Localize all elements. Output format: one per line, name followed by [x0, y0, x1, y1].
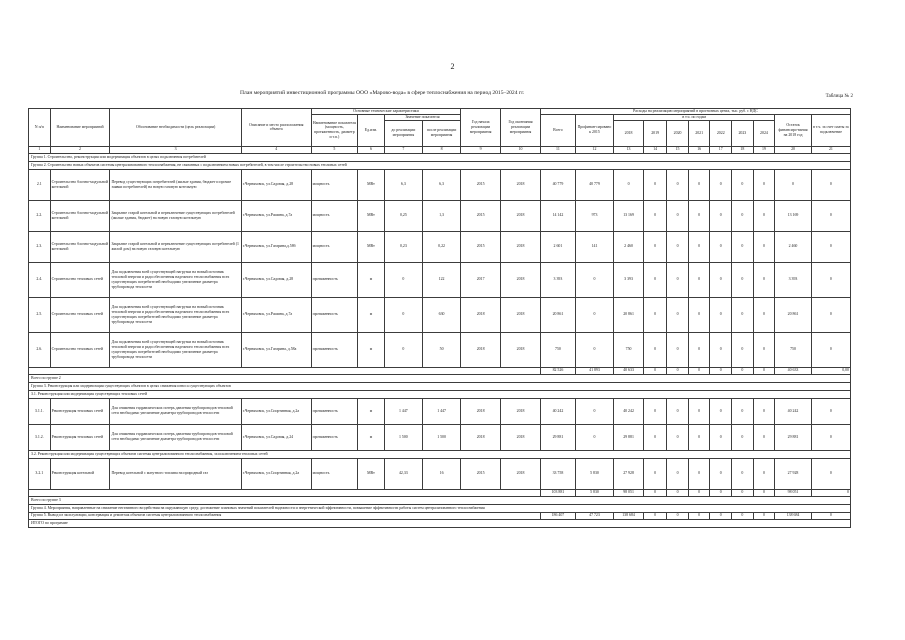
measure-name: Строительство тепловых сетей — [50, 332, 110, 367]
cost-connection-fee: 0 — [811, 489, 850, 496]
header-tech-param: Наименование показателя (мощность, протяженность, диаметр и т.п.) — [311, 114, 358, 146]
cost-year: 0 — [710, 458, 732, 489]
row-number: 3.1.1. — [29, 398, 51, 424]
group-heading: Группа 1. Строительство, реконструкция или модернизация объектов в целях подключения потребителей — [29, 153, 851, 161]
value-before: 0,23 — [384, 231, 422, 262]
cost-total: 29 881 — [540, 424, 575, 450]
cost-year: 0 — [667, 367, 689, 374]
header-financed: Профинан-сировано к 2015 — [575, 114, 613, 146]
cost-year: 0 — [732, 398, 754, 424]
row-number: 2.4. — [29, 262, 51, 297]
investment-program-table — [28, 108, 851, 528]
header-location: Описание и место расположения объекта — [241, 109, 311, 147]
cost-connection-fee: 0 — [811, 512, 850, 519]
measure-location: г.Черняховск, ул.Гагарина, д.58а — [241, 332, 311, 367]
cost-year: 0 — [644, 424, 667, 450]
cost-year: 0 — [753, 262, 775, 297]
cost-year: 0 — [667, 458, 689, 489]
cost-year: 0 — [732, 458, 754, 489]
value-after: 50 — [422, 332, 460, 367]
table-row — [29, 424, 851, 450]
subtotal-row — [29, 367, 851, 374]
cost-year: 0 — [710, 367, 732, 374]
group-heading: Группа 5. Вывод из эксплуатации, консервация и демонтаж объектов системы централизованного теплоснабжения — [29, 512, 541, 519]
end-year: 2018 — [501, 458, 541, 489]
table-row — [29, 200, 851, 231]
cost-year: 0 — [688, 297, 710, 332]
start-year: 2015 — [461, 200, 501, 231]
cost-year: 0 — [667, 262, 689, 297]
value-after: 630 — [422, 297, 460, 332]
cost-financed: 0 — [575, 398, 613, 424]
header-costs-group: Расходы на реализацию мероприятий в прогнозных ценах, тыс. руб. с НДС — [540, 109, 850, 115]
cost-connection-fee: 0 — [811, 424, 850, 450]
cost-financed: 0 — [575, 424, 613, 450]
empty-cell — [29, 367, 541, 374]
measure-justification: Для снижения гидравлических потерь давления трубопроводов тепловой сети необходимо увеличение диаметра трубопроводов теплосети — [110, 424, 241, 450]
measure-justification: Перевод котельной с мазутного топлива на природный газ — [110, 458, 241, 489]
cost-year: 0 — [667, 489, 689, 496]
cost-year: 0 — [644, 200, 667, 231]
cost-year: 27 928 — [614, 458, 644, 489]
header-year: 2022 — [710, 120, 732, 146]
table-row — [29, 169, 851, 200]
header-end-year: Год окончания реализации мероприятия — [501, 109, 541, 147]
header-year: 2018 — [614, 120, 644, 146]
measure-name: Строительство тепловых сетей — [50, 297, 110, 332]
cost-year: 0 — [753, 512, 775, 519]
cost-year: 98 051 — [614, 489, 644, 496]
header-tech-group: Основные технические характеристики — [311, 109, 461, 115]
cost-year: 0 — [688, 398, 710, 424]
cost-year: 0 — [667, 297, 689, 332]
cost-year: 0 — [667, 424, 689, 450]
tech-parameter: протяженность — [311, 297, 358, 332]
header-unit: Ед.изм. — [358, 114, 385, 146]
measure-justification: Для подключения всей существующей нагрузки на новый источник тепловой энергии и ради обеспечения надежного теплоснабжения всех существующих потребителей необходимо увеличение диаметра трубопровода теплосети — [110, 262, 241, 297]
header-total: Всего — [540, 114, 575, 146]
cost-year: 0 — [753, 489, 775, 496]
measure-location: г.Черняховск, ул.Рашина, д.7а — [241, 200, 311, 231]
measure-justification: Закрытие старой котельной и переключение существующих потребителей (жилые здания, бюджет) на новую газовую котельную — [110, 200, 241, 231]
cost-year: 0 — [710, 169, 732, 200]
cost-year: 0 — [644, 169, 667, 200]
value-before: 0,25 — [384, 200, 422, 231]
start-year: 2015 — [461, 231, 501, 262]
cost-total: 750 — [540, 332, 575, 367]
cost-connection-fee: 0 — [811, 332, 850, 367]
cost-year: 0 — [644, 332, 667, 367]
cost-remaining: 29 881 — [775, 424, 812, 450]
header-justification: Обоснование необходимости (цель реализации) — [110, 109, 241, 147]
unit-cell: МВт — [358, 200, 385, 231]
cost-financed: 0 — [575, 332, 613, 367]
header-connection-fee: в т.ч. за счет платы за подключение — [811, 114, 850, 146]
header-year: 2023 — [732, 120, 754, 146]
column-number: 18 — [732, 146, 754, 153]
unit-cell: м — [358, 398, 385, 424]
start-year: 2018 — [461, 424, 501, 450]
cost-remaining: 98 051 — [775, 489, 812, 496]
header-no: N п/п — [29, 109, 51, 147]
value-before: 6,3 — [384, 169, 422, 200]
value-after: 122 — [422, 262, 460, 297]
cost-year: 0 — [732, 489, 754, 496]
measure-justification: Для подключения всей существующей нагрузки на новый источник тепловой энергии и ради обеспечения надежного теплоснабжения всех существующих потребителей необходимо увеличение диаметра трубопровода теплосети — [110, 297, 241, 332]
tech-parameter: протяженность — [311, 262, 358, 297]
measure-location: г.Черняховск, ул.Гагарина,д.58б — [241, 231, 311, 262]
cost-remaining: 3 393 — [775, 262, 812, 297]
cost-year: 0 — [644, 458, 667, 489]
cost-year: 0 — [644, 489, 667, 496]
value-before: 0 — [384, 262, 422, 297]
cost-connection-fee: 0 — [811, 398, 850, 424]
cost-year: 0 — [753, 200, 775, 231]
value-before: 42,33 — [384, 458, 422, 489]
cost-year: 0 — [710, 424, 732, 450]
cost-total: 14 142 — [540, 200, 575, 231]
cost-year: 0 — [732, 297, 754, 332]
value-before: 0 — [384, 297, 422, 332]
cost-year: 29 881 — [614, 424, 644, 450]
cost-remaining: 13 169 — [775, 200, 812, 231]
measure-location: г.Черняховск, ул.Садовая, д.28 — [241, 262, 311, 297]
measure-name: Строительство блочно-модульной котельной — [50, 200, 110, 231]
cost-year: 0 — [688, 512, 710, 519]
cost-total: 186 407 — [540, 512, 575, 519]
end-year: 2018 — [501, 424, 541, 450]
column-number: 7 — [384, 146, 422, 153]
cost-year: 40 633 — [614, 367, 644, 374]
cost-financed: 5 830 — [575, 489, 613, 496]
table-row — [29, 398, 851, 424]
cost-year: 0 — [688, 424, 710, 450]
cost-connection-fee: 0 — [811, 169, 850, 200]
page-number: 2 — [450, 62, 455, 71]
cost-year: 13 169 — [614, 200, 644, 231]
row-number: 2.3. — [29, 231, 51, 262]
cost-year: 0 — [710, 512, 732, 519]
start-year: 2017 — [461, 262, 501, 297]
program-total-label: ИТОГО по программе — [29, 519, 851, 527]
cost-year: 0 — [710, 231, 732, 262]
cost-year: 0 — [667, 512, 689, 519]
cost-total: 20 861 — [540, 297, 575, 332]
start-year: 2018 — [461, 297, 501, 332]
cost-financed: 47 723 — [575, 512, 613, 519]
table-label: Таблица № 2 — [825, 94, 853, 99]
cost-connection-fee: 0 — [811, 200, 850, 231]
tech-parameter: мощность — [311, 200, 358, 231]
tech-parameter: мощность — [311, 169, 358, 200]
end-year: 2018 — [501, 169, 541, 200]
cost-year: 0 — [710, 297, 732, 332]
measure-name: Реконструкция котельной — [50, 458, 110, 489]
cost-total: 40 242 — [540, 398, 575, 424]
cost-year: 0 — [667, 398, 689, 424]
measure-name: Реконструкция тепловых сетей — [50, 424, 110, 450]
header-remaining: Остаток финансиро-вания на 2018 год — [775, 114, 812, 146]
cost-remaining: 750 — [775, 332, 812, 367]
cost-connection-fee: 0 — [811, 458, 850, 489]
group-heading: Группа 4. Мероприятия, направленные на снижение негативного воздействия на окружающую среду, достижение плановых значений показателей надежности и энергетической эффективности, повышение эффективности работы систем централизованного теплоснабжения — [29, 504, 851, 512]
cost-year: 0 — [753, 231, 775, 262]
cost-year: 0 — [732, 512, 754, 519]
measure-justification: Для подключения всей существующей нагрузки на новый источник тепловой энергии и ради обеспечения надежного теплоснабжения всех существующих потребителей необходимо увеличение диаметра трубопровода теплосети — [110, 332, 241, 367]
header-year: 2019 — [644, 120, 667, 146]
cost-year: 0 — [710, 200, 732, 231]
unit-cell: МВт — [358, 458, 385, 489]
cost-connection-fee: 0,00 — [811, 367, 850, 374]
cost-year: 0 — [688, 231, 710, 262]
unit-cell: МВт — [358, 169, 385, 200]
cost-year: 0 — [753, 398, 775, 424]
measure-name: Строительство блочно-модульной котельной — [50, 169, 110, 200]
cost-connection-fee: 0 — [811, 262, 850, 297]
cost-year: 0 — [753, 458, 775, 489]
measure-name: Строительство блочно-модульной котельной — [50, 231, 110, 262]
cost-year: 0 — [644, 398, 667, 424]
column-number: 15 — [667, 146, 689, 153]
measure-location: г.Черняховск, ул.Рашина, д.7а — [241, 297, 311, 332]
cost-year: 0 — [688, 262, 710, 297]
column-number: 3 — [110, 146, 241, 153]
column-number: 4 — [241, 146, 311, 153]
cost-year: 0 — [688, 169, 710, 200]
header-name: Наименование мероприятий — [50, 109, 110, 147]
measure-name: Реконструкция тепловых сетей — [50, 398, 110, 424]
value-after: 1,3 — [422, 200, 460, 231]
cost-year: 0 — [667, 169, 689, 200]
row-number: 2.1 — [29, 169, 51, 200]
cost-year: 0 — [710, 262, 732, 297]
cost-year: 40 242 — [614, 398, 644, 424]
cost-year: 0 — [614, 169, 644, 200]
cost-year: 0 — [732, 169, 754, 200]
cost-year: 0 — [710, 489, 732, 496]
start-year: 2015 — [461, 169, 501, 200]
row-number: 2.5. — [29, 297, 51, 332]
table-row — [29, 231, 851, 262]
header-year: 2020 — [667, 120, 689, 146]
cost-year: 0 — [688, 332, 710, 367]
end-year: 2018 — [501, 398, 541, 424]
cost-year: 0 — [688, 367, 710, 374]
empty-cell — [29, 489, 541, 496]
cost-financed: 0 — [575, 297, 613, 332]
cost-year: 0 — [753, 332, 775, 367]
subtotal-row — [29, 489, 851, 496]
cost-financed: 141 — [575, 231, 613, 262]
unit-cell: м — [358, 424, 385, 450]
column-number: 8 — [422, 146, 460, 153]
column-number: 9 — [461, 146, 501, 153]
row-number: 3.1.2. — [29, 424, 51, 450]
column-number: 2 — [50, 146, 110, 153]
cost-connection-fee: 0 — [811, 231, 850, 262]
cost-year: 2 460 — [614, 231, 644, 262]
subgroup-heading: 3.2. Реконструкция или модернизация существующих объектов системы централизованного теплоснабжения, за исключением тепловых сетей — [29, 450, 851, 458]
cost-year: 0 — [667, 200, 689, 231]
grand-total-row — [29, 512, 851, 519]
value-after: 16 — [422, 458, 460, 489]
header-values-group: Значение показателя — [384, 114, 460, 120]
column-number: 19 — [753, 146, 775, 153]
group-heading: Группа 3. Реконструкция или модернизация существующих объектов в целях снижения износа существующих объектов — [29, 382, 851, 390]
cost-year: 0 — [753, 424, 775, 450]
measure-justification: Для снижения гидравлических потерь давления трубопроводов тепловой сети необходимо увеличение диаметра трубопроводов теплосети — [110, 398, 241, 424]
tech-parameter: мощность — [311, 231, 358, 262]
cost-financed: 41 893 — [575, 367, 613, 374]
cost-total: 3 393 — [540, 262, 575, 297]
header-year: 2024 — [753, 120, 775, 146]
cost-remaining: 0 — [775, 169, 812, 200]
column-number: 13 — [614, 146, 644, 153]
cost-year: 0 — [732, 231, 754, 262]
cost-remaining: 27 928 — [775, 458, 812, 489]
cost-year: 0 — [732, 332, 754, 367]
cost-total: 33 758 — [540, 458, 575, 489]
cost-year: 0 — [732, 262, 754, 297]
header-after: после реализации мероприятия — [422, 120, 460, 146]
cost-financed: 0 — [575, 262, 613, 297]
cost-year: 0 — [732, 200, 754, 231]
cost-year: 0 — [644, 262, 667, 297]
start-year: 2018 — [461, 398, 501, 424]
value-after: 6,3 — [422, 169, 460, 200]
tech-parameter: протяженность — [311, 398, 358, 424]
cost-year: 0 — [667, 231, 689, 262]
header-before: до реализации мероприятия — [384, 120, 422, 146]
cost-total: 40 779 — [540, 169, 575, 200]
end-year: 2018 — [501, 262, 541, 297]
measure-justification: Перевод существующих потребителей (жилые здания, бюджет и прочие заявки потребителей) на новую газовую котельную — [110, 169, 241, 200]
group-total-label: Всего по группе 3 — [29, 496, 851, 504]
cost-year: 0 — [710, 332, 732, 367]
cost-year: 138 684 — [614, 512, 644, 519]
cost-year: 750 — [614, 332, 644, 367]
group-total-label: Всего по группе 2 — [29, 374, 851, 382]
value-before: 1 500 — [384, 424, 422, 450]
column-number: 21 — [811, 146, 850, 153]
cost-remaining: 138 684 — [775, 512, 812, 519]
column-number: 14 — [644, 146, 667, 153]
unit-cell: МВт — [358, 231, 385, 262]
tech-parameter: протяженность — [311, 424, 358, 450]
measure-location: г.Черняховск, ул.Спортивная, д.2а — [241, 398, 311, 424]
measure-location: г.Черняховск, ул.Спортивная, д.2а — [241, 458, 311, 489]
column-number: 5 — [311, 146, 358, 153]
column-number: 11 — [540, 146, 575, 153]
column-number: 20 — [775, 146, 812, 153]
cost-total: 103 881 — [540, 489, 575, 496]
cost-financed: 40 779 — [575, 169, 613, 200]
cost-year: 0 — [644, 231, 667, 262]
cost-total: 82 526 — [540, 367, 575, 374]
cost-year: 3 393 — [614, 262, 644, 297]
cost-year: 0 — [753, 169, 775, 200]
table-row — [29, 332, 851, 367]
value-before: 1 447 — [384, 398, 422, 424]
cost-year: 0 — [688, 200, 710, 231]
column-number: 6 — [358, 146, 385, 153]
end-year: 2018 — [501, 231, 541, 262]
cost-year: 0 — [644, 512, 667, 519]
subgroup-heading: 3.1. Реконструкция или модернизация существующих тепловых сетей — [29, 390, 851, 398]
measure-justification: Закрытие старой котельной и переключение существующих потребителей (1 жилой дом) на новую газовую котельную — [110, 231, 241, 262]
measure-location: г.Черняховск, ул.Садовая, д.24 — [241, 424, 311, 450]
measure-location: г.Черняховск, ул.Садовая, д.28 — [241, 169, 311, 200]
cost-year: 20 861 — [614, 297, 644, 332]
table-row — [29, 297, 851, 332]
column-number: 12 — [575, 146, 613, 153]
value-after: 1 447 — [422, 398, 460, 424]
column-number: 1 — [29, 146, 51, 153]
column-number: 10 — [501, 146, 541, 153]
row-number: 2.2. — [29, 200, 51, 231]
group-heading: Группа 2. Строительство новых объектов системы централизованного теплоснабжения, не связанных с подключением новых потребителей, в том числе строительство новых тепловых сетей — [29, 161, 851, 169]
value-after: 1 500 — [422, 424, 460, 450]
tech-parameter: мощность — [311, 458, 358, 489]
value-before: 0 — [384, 332, 422, 367]
header-start-year: Год начала реализации мероприятия — [461, 109, 501, 147]
cost-remaining: 2 460 — [775, 231, 812, 262]
table-row — [29, 262, 851, 297]
cost-financed: 973 — [575, 200, 613, 231]
column-number: 16 — [688, 146, 710, 153]
cost-remaining: 40 242 — [775, 398, 812, 424]
cost-financed: 5 830 — [575, 458, 613, 489]
header-year: 2021 — [688, 120, 710, 146]
cost-remaining: 20 861 — [775, 297, 812, 332]
cost-year: 0 — [753, 297, 775, 332]
document-title: План мероприятий инвестиционной программы ООО «Марово-вода» в сфере теплоснабжения на период 2015–2024 гг. — [240, 90, 525, 96]
row-number: 3.2.1 — [29, 458, 51, 489]
start-year: 2015 — [461, 458, 501, 489]
cost-year: 0 — [710, 398, 732, 424]
start-year: 2018 — [461, 332, 501, 367]
cost-year: 0 — [732, 424, 754, 450]
column-number: 17 — [710, 146, 732, 153]
cost-year: 0 — [644, 367, 667, 374]
cost-year: 0 — [644, 297, 667, 332]
cost-total: 2 601 — [540, 231, 575, 262]
cost-year: 0 — [688, 489, 710, 496]
cost-year: 0 — [753, 367, 775, 374]
cost-remaining: 40 633 — [775, 367, 812, 374]
cost-year: 0 — [732, 367, 754, 374]
header-by-years: в т.ч. по годам — [614, 114, 775, 120]
row-number: 2.6. — [29, 332, 51, 367]
tech-parameter: протяженность — [311, 332, 358, 367]
cost-year: 0 — [688, 458, 710, 489]
unit-cell: м — [358, 332, 385, 367]
unit-cell: м — [358, 262, 385, 297]
measure-name: Строительство тепловых сетей — [50, 262, 110, 297]
end-year: 2018 — [501, 200, 541, 231]
unit-cell: м — [358, 297, 385, 332]
end-year: 2018 — [501, 297, 541, 332]
value-after: 0,22 — [422, 231, 460, 262]
end-year: 2018 — [501, 332, 541, 367]
cost-connection-fee: 0 — [811, 297, 850, 332]
table-row — [29, 458, 851, 489]
cost-year: 0 — [667, 332, 689, 367]
